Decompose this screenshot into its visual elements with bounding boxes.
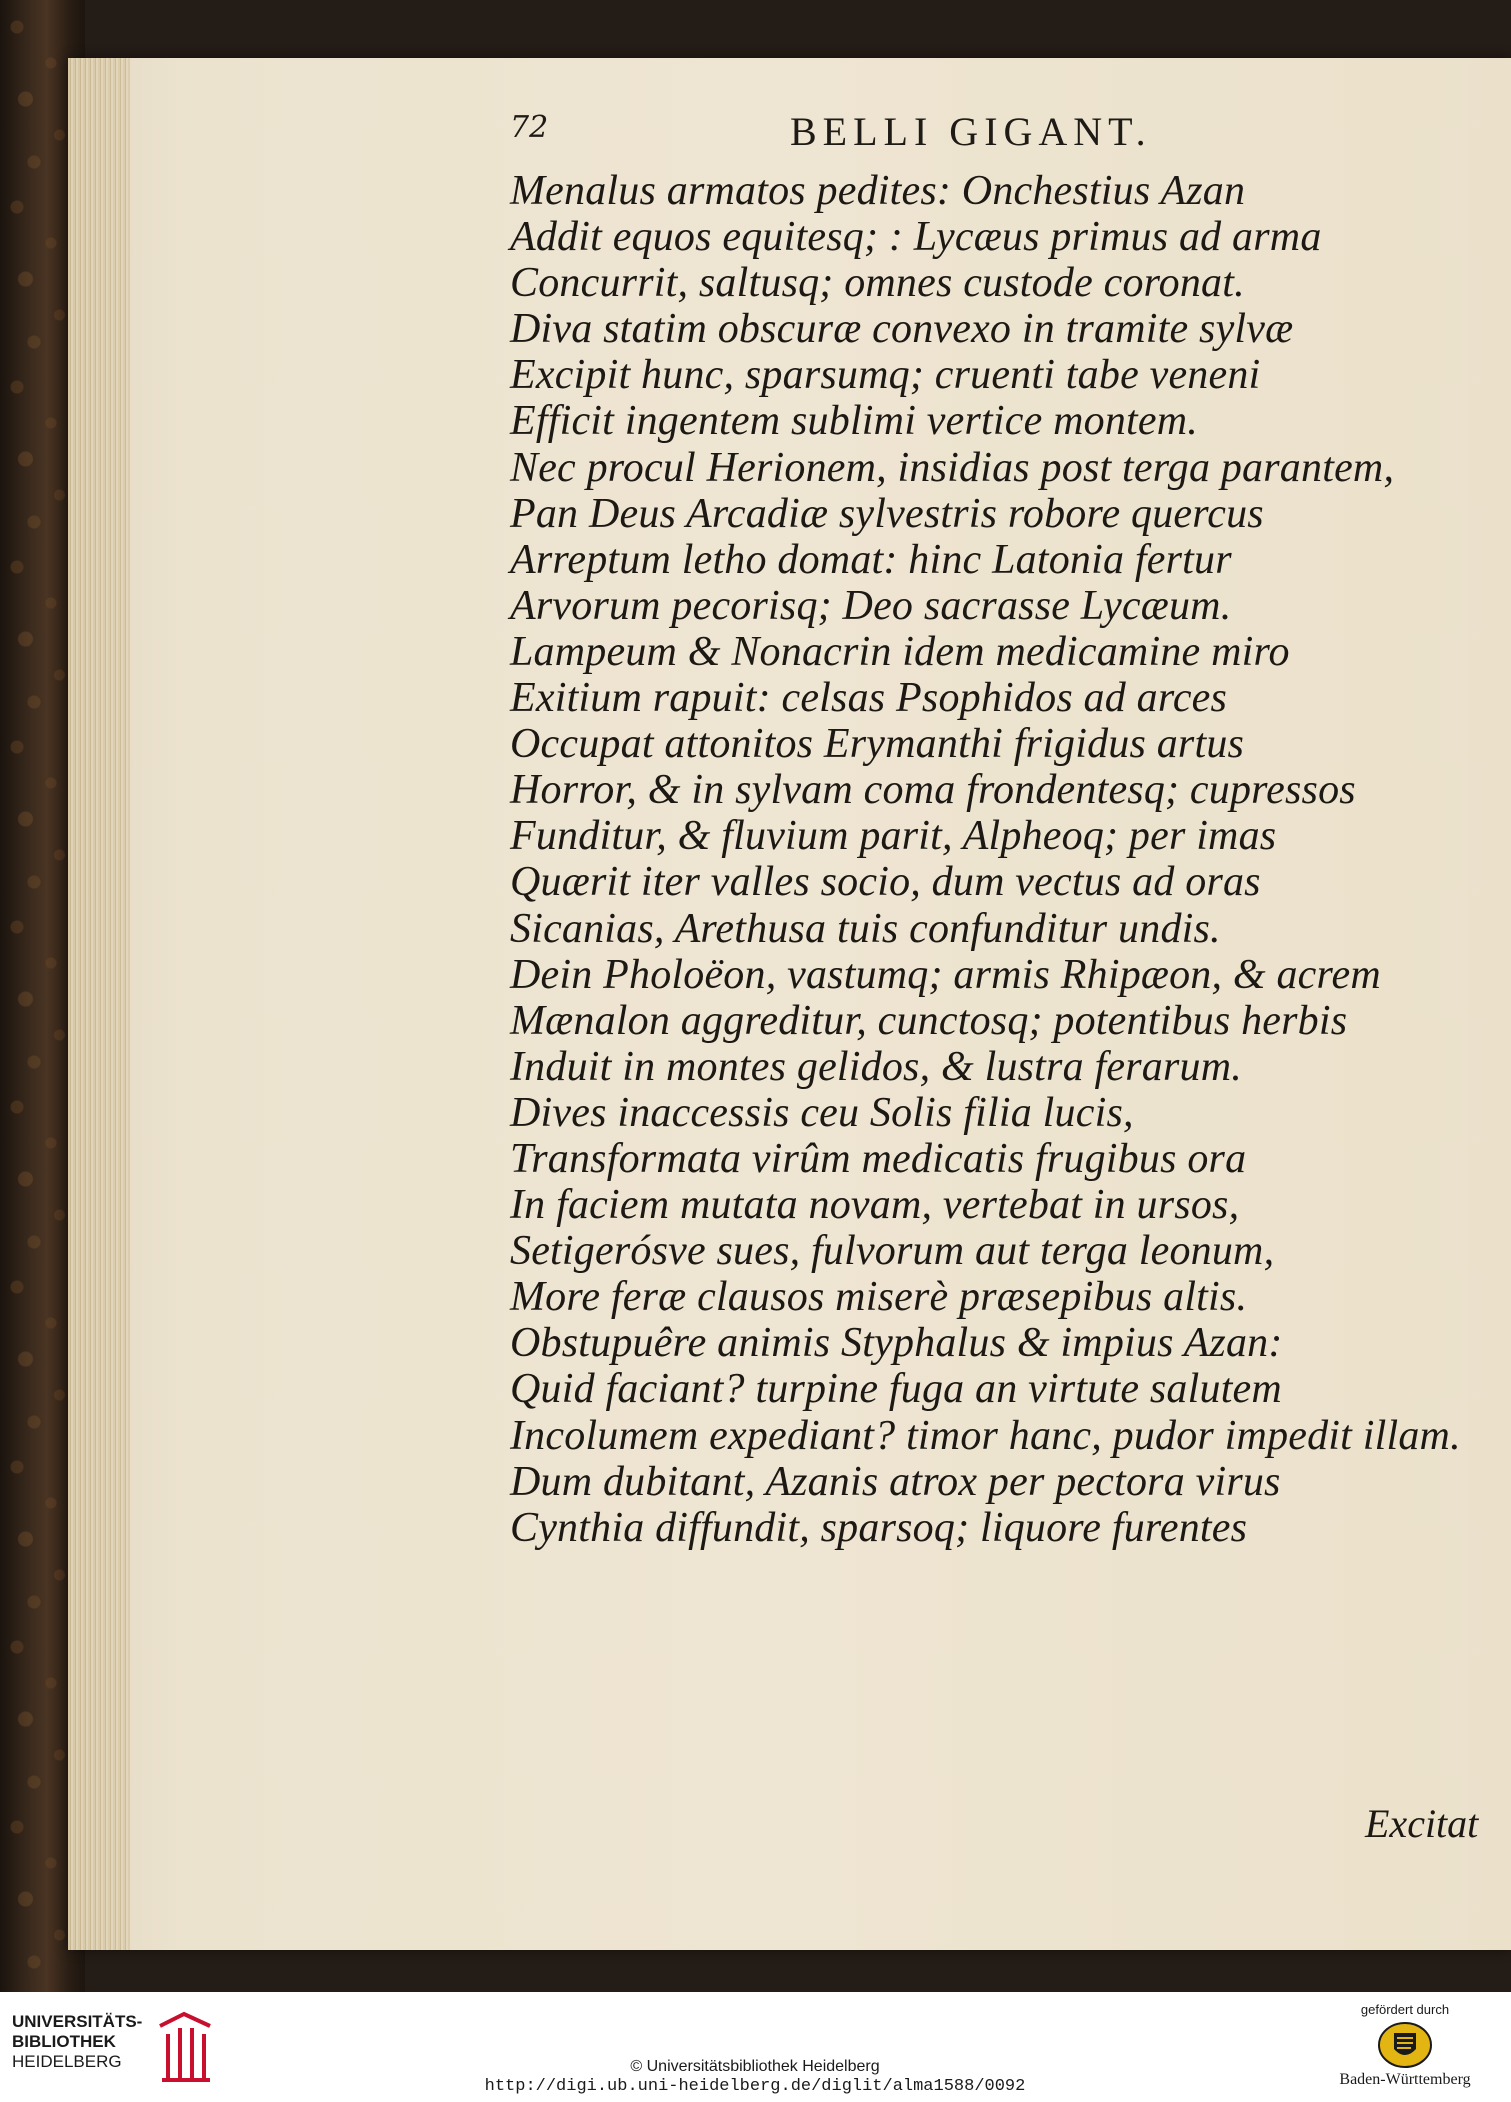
library-name-line: UNIVERSITÄTS- [12, 2012, 143, 2031]
verse-line: Mænalon aggreditur, cunctosq; potentibus herbis [510, 997, 1348, 1044]
verse-line: Induit in montes gelidos, & lustra ferarum. [510, 1043, 1242, 1090]
viewer-footer [0, 1992, 1511, 2102]
verse-line: Quærit iter valles socio, dum vectus ad oras [510, 859, 1261, 906]
verse-line: Nec procul Herionem, insidias post terga parantem, [510, 444, 1395, 491]
verse-line: Sicanias, Arethusa tuis confunditur undis. [510, 905, 1221, 952]
verse-line: Horror, & in sylvam coma frondentesq; cupressos [510, 767, 1356, 814]
verse-line: Occupat attonitos Erymanthi frigidus artus [510, 721, 1245, 768]
permalink[interactable]: http://digi.ub.uni-heidelberg.de/diglit/alma1588/0092 [484, 2077, 1026, 2096]
verse-line: Transformata virûm medicatis frugibus ora [510, 1135, 1247, 1182]
verse-line: More feræ clausos miserè præsepibus altis. [510, 1274, 1248, 1321]
verse-line: Excipit hunc, sparsumq; cruenti tabe veneni [510, 352, 1261, 399]
credits [455, 2058, 1055, 2098]
library-mark-icon [154, 2006, 216, 2084]
funder-name: Baden-Württemberg [1339, 2071, 1471, 2088]
verse-block [510, 168, 1461, 1551]
verse-line: Cynthia diffundit, sparsoq; liquore furentes [510, 1504, 1248, 1551]
verse-line: Dein Pholoëon, vastumq; armis Rhipæon, & acrem [510, 951, 1381, 998]
verse-line: Incolumem expediant? timor hanc, pudor impedit illam. [510, 1412, 1461, 1459]
page-number: 72 [510, 110, 549, 145]
page-header [510, 110, 1310, 170]
verse-line: Setigerósve sues, fulvorum aut terga leonum, [510, 1228, 1275, 1275]
state-emblem-icon [1377, 2021, 1433, 2069]
verse-line: Arreptum letho domat: hinc Latonia fertur [510, 536, 1232, 583]
funder-block [1320, 2002, 1490, 2097]
library-name-line: BIBLIOTHEK [12, 2032, 116, 2051]
library-name-line: HEIDELBERG [12, 2052, 122, 2071]
verse-line: Arvorum pecorisq; Deo sacrasse Lycæum. [510, 582, 1232, 629]
supported-by-label: gefördert durch [1360, 2002, 1450, 2017]
verse-line: Funditur, & fluvium parit, Alpheoq; per imas [510, 813, 1277, 860]
verse-line: In faciem mutata novam, vertebat in ursos, [510, 1182, 1240, 1229]
verse-line: Concurrit, saltusq; omnes custode coronat. [510, 260, 1245, 307]
library-name [12, 2012, 142, 2072]
verse-line: Lampeum & Nonacrin idem medicamine miro [510, 628, 1290, 675]
page-edges [68, 58, 130, 1950]
catchword: Excitat [1365, 1801, 1479, 1846]
verse-line: Pan Deus Arcadiæ sylvestris robore quercus [510, 490, 1264, 537]
verse-line: Addit equos equitesq; : Lycæus primus ad arma [510, 214, 1322, 261]
verse-line: Menalus armatos pedites: Onchestius Azan [510, 168, 1246, 214]
copyright-text: © Universitätsbibliothek Heidelberg [630, 2058, 880, 2075]
verse-line: Quid faciant? turpine fuga an virtute salutem [510, 1366, 1282, 1413]
verse-line: Dum dubitant, Azanis atrox per pectora virus [510, 1458, 1281, 1505]
verse-line: Dives inaccessis ceu Solis filia lucis, [510, 1089, 1134, 1136]
verse-line: Exitium rapuit: celsas Psophidos ad arces [510, 675, 1228, 722]
running-head: BELLI GIGANT. [790, 109, 1152, 154]
library-logo[interactable] [12, 2002, 212, 2087]
verse-line: Diva statim obscuræ convexo in tramite sylvæ [510, 306, 1294, 353]
verse-line: Efficit ingentem sublimi vertice montem. [510, 398, 1198, 445]
verse-line: Obstupuêre animis Styphalus & impius Azan: [510, 1320, 1283, 1367]
